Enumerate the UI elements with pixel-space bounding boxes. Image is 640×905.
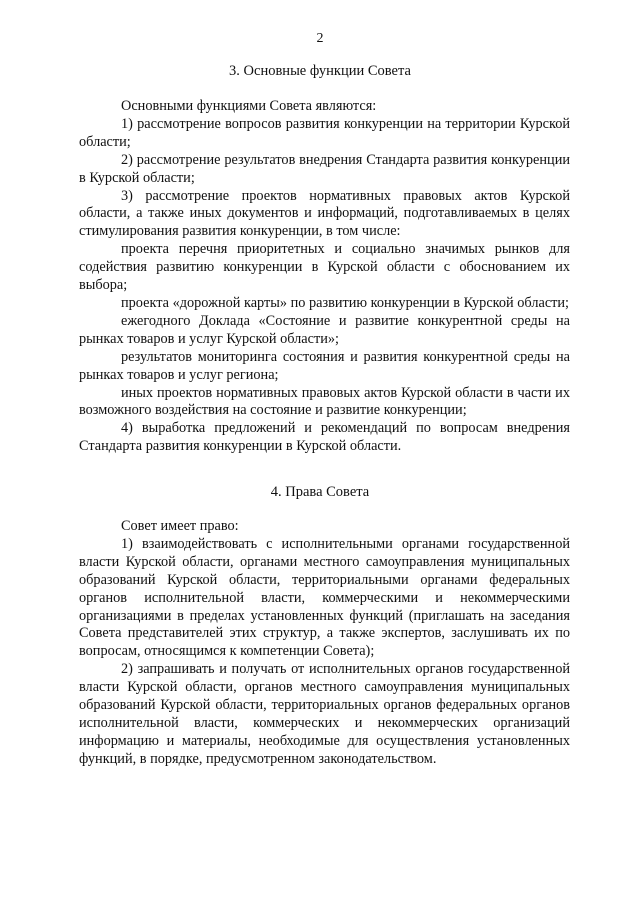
section-3-body — [79, 98, 570, 456]
section-3-subitem-monitoring: результатов мониторинга состояния и развития конкурентной среды на рынках товаров и услуг региона; — [79, 348, 570, 383]
section-3-item-4: 4) выработка предложений и рекомендаций по вопросам внедрения Стандарта развития конкуренции в Курской области. — [79, 420, 570, 455]
section-3-item-1: 1) рассмотрение вопросов развития конкуренции на территории Курской области; — [79, 115, 570, 150]
section-4-item-2: 2) запрашивать и получать от исполнительных органов государственной власти Курской области, органов местного самоуправления муниципальных образований Курской области, территориальных органов федеральных органов исполнительной власти, коммерческих и некоммерческих организаций информацию и материалы, необходимые для осуществления установленных функций, в порядке, предусмотренном законодательством. — [79, 661, 570, 767]
section-3-intro: Основными функциями Совета являются: — [121, 98, 377, 114]
section-4-intro: Совет имеет право: — [121, 518, 239, 534]
page-number: 2 — [316, 31, 324, 46]
section-4-heading: 4. Права Совета — [270, 484, 370, 500]
section-3-subitem-priority-markets: проекта перечня приоритетных и социально значимых рынков для содействия развитию конкуренции в Курской области с обоснованием их выбора; — [79, 241, 570, 294]
section-4-body — [79, 518, 570, 769]
section-3-item-2: 2) рассмотрение результатов внедрения Стандарта развития конкуренции в Курской области; — [79, 151, 570, 186]
section-3-heading: 3. Основные функции Совета — [229, 63, 411, 79]
section-4-item-1: 1) взаимодействовать с исполнительными органами государственной власти Курской области, органами местного самоуправления муниципальных образований Курской области, территориальными органами федеральных органов исполнительной власти, коммерческими и некоммерческими организациями в пределах установленных функций (приглашать на заседания Совета представителей этих структур, а также экспертов, заслушивать их по вопросам, относящимся к компетенции Совета); — [79, 535, 570, 660]
section-3-subitem-annual-report: ежегодного Доклада «Состояние и развитие конкурентной среды на рынках товаров и услуг Курской области»; — [79, 312, 570, 347]
section-3-subitem-roadmap: проекта «дорожной карты» по развитию конкуренции в Курской области; — [121, 294, 570, 311]
section-3-subitem-other-drafts: иных проектов нормативных правовых актов Курской области в части их возможного воздействия на состояние и развитие конкуренции; — [79, 384, 570, 419]
section-3-item-3: 3) рассмотрение проектов нормативных правовых актов Курской области, а также иных документов и информаций, подготавливаемых в целях стимулирования развития конкуренции, в том числе: — [79, 187, 570, 240]
